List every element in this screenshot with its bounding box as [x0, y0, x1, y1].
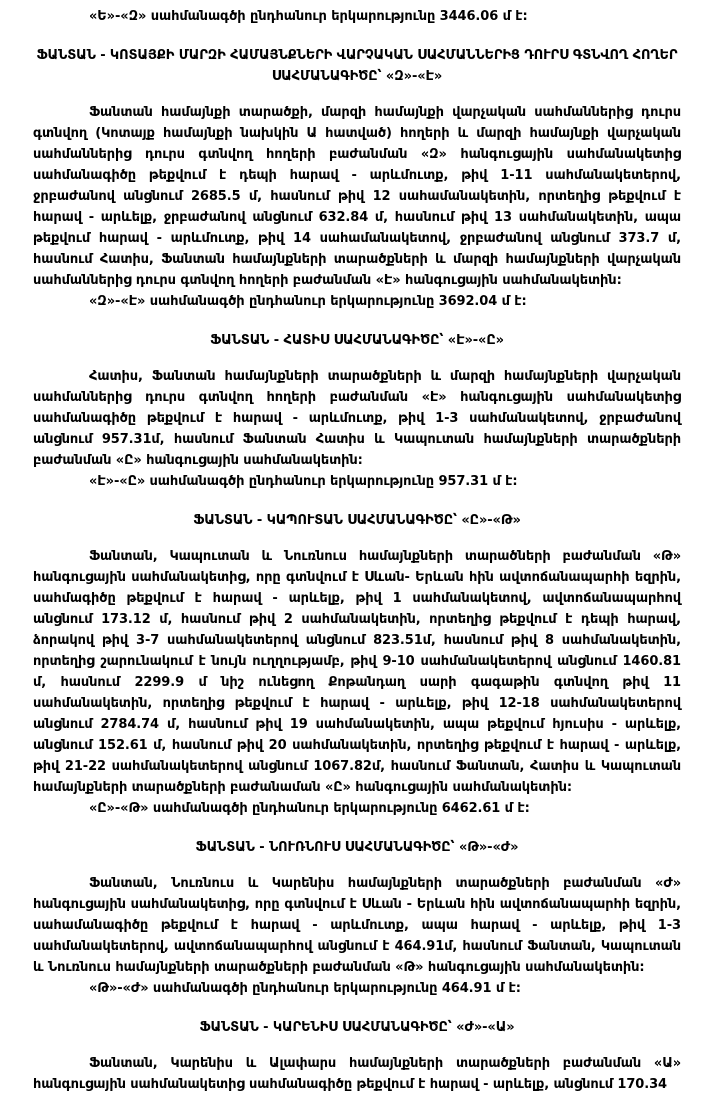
section-body-kaputan: Ֆանտան, Կապուտան և Նուռնուս համայնքների տարածների բաժանման «Թ» հանգուցային սահմանակետից, որը գտնվում է Սևան- Երևան հին ավտոճանապարհի եզրին, սահմագիծը թեքվում է հարավ - արևելք, թիվ 1 սահմանակետով, ավտոճանապարհով անցնում 173.12 մ, հասնում թիվ 2 սահմանակետին, որտեղից թեքվում է դեպի հարավ, ձորակով թիվ 3-7 սահմանակետերով անցնում 823.51մ, հասնում թիվ 8 սահմանակետին, որտեղից շարունակում է նույն ուղղությամբ, թիվ 9-10 սահմանակետերով անցնում 1460.81 մ, հասնում 2299.9 մ նիշ ունեցող Քոթանդաղ սարի գագաթին գտնվող թիվ 11 սահմանակետին, որտեղից թեքվում է հարավ - արևելք, թիվ 12-18 սահմանակետերով անցնում 2784.74 մ, հասնում թիվ 19 սահմանակետին, ապա թեքվում հյուսիս - արևելք, անցնում 152.61 մ, հասնում թիվ 20 սահմանակետին, որտեղից թեքվում է հարավ - արևելք, թիվ 21-22 սահմանակետերով անցնում 1067.82մ, հասնում Ֆանտան, Հատիս և Կապուտան համայնքների տարածքների բաժանաման «Ը» հանգուցային սահմանակետին:: [33, 549, 681, 795]
section-heading-hatis: ՖԱՆՏԱՆ - ՀԱՏԻՍ ՍԱՀՄԱՆԱԳԻԾԸ՝ «Է»-«Ը»: [210, 333, 504, 348]
section-heading-karenis: ՖԱՆՏԱՆ - ԿԱՐԵՆԻՍ ՍԱՀՄԱՆԱԳԻԾԸ՝ «Ժ»-«Ա»: [199, 1020, 515, 1035]
section-body-kotayk-marz-lands: Ֆանտան համայնքի տարածքի, մարզի համայնքի վարչական սահմաններից դուրս գտնվող (Կոտայք համայնքի նախկին Ա հատված) հողերի և մարզի համայնքի վարչական սահմաններից դուրս գտնվող հողերի բաժանման «Զ» հանգուցային սահմանակետից սահմանագիծը թեքվում է դեպի հարավ - արևմուտք, թիվ 1-11 սահմանակետերով, ջրբաժանով անցնում 2685.5 մ, հասնում թիվ 12 սահամանակետին, որտեղից թեքվում է հարավ - արևելք, ջրբաժանով անցնում 632.84 մ, հասնում թիվ 13 սահմանակետին, ապա թեքվում հարավ - արևմուտք, թիվ 14 սահամանակետով, ջրբաժանով անցնում 373.7 մ, հասնում Հատիս, Ֆանտան համայնքների տարածքների և մարզի համայնքների վարչական սահմաններից դուրս գտնվող հողերի բաժանման «Է» հանգուցային սահմանակետին:: [33, 105, 681, 288]
section-summary-nurnus: «Թ»-«Ժ» սահմանագծի ընդհանուր երկարությունը 464.91 մ է:: [89, 981, 521, 996]
section-heading-kaputan: ՖԱՆՏԱՆ - ԿԱՊՈՒՏԱՆ ՍԱՀՄԱՆԱԳԻԾԸ՝ «Ը»-«Թ»: [193, 513, 521, 528]
section-summary-kotayk-marz-lands: «Զ»-«Է» սահմանագծի ընդհանուր երկարությունը 3692.04 մ է:: [89, 294, 527, 309]
previous-section-length-line: «Ե»-«Զ» սահմանագծի ընդհանուր երկարությունը 3446.06 մ է:: [89, 9, 528, 24]
section-heading-nurnus: ՖԱՆՏԱՆ - ՆՈՒՌՆՈՒՍ ՍԱՀՄԱՆԱԳԻԾԸ՝ «Թ»-«Ժ»: [195, 840, 519, 855]
section-summary-kaputan: «Ը»-«Թ» սահմանագծի ընդհանուր երկարությունը 6462.61 մ է:: [89, 801, 530, 816]
section-heading-kotayk-marz-lands: ՖԱՆՏԱՆ - ԿՈՏԱՅՔԻ ՄԱՐԶԻ ՀԱՄԱՅՆՔՆԵՐԻ ՎԱՐՉԱԿԱՆ ՍԱՀՄԱՆՆԵՐԻՑ ԴՈՒՐՍ ԳՏՆՎՈՂ ՀՈՂԵՐ ՍԱՀՄԱՆԱԳԻԾԸ՝ «Զ»-«Է»: [36, 48, 678, 84]
section-body-hatis: Հատիս, Ֆանտան համայնքների տարածքների և մարզի համայնքների վարչական սահմաններից դուրս գտնվող հողերի բաժանման «Է» հանգուցային սահմանակետից սահմանագիծը թեքվում է հարավ - արևմուտք, թիվ 1-3 սահմանակետով, ջրբաժանով անցնում 957.31մ, հասնում Ֆանտան Հատիս և Կապուտան համայնքների տարածքների բաժանման «Ը» հանգուցային սահմանակետին:: [33, 369, 681, 468]
section-summary-hatis: «Է»-«Ը» սահմանագծի ընդհանուր երկարությունը 957.31 մ է:: [89, 474, 518, 489]
section-body-karenis: Ֆանտան, Կարենիս և Ալափարս համայնքների տարածքների բաժանման «Ա» հանգուցային սահմանակետից սահմանագիծը թեքվում է հարավ - արևելք, անցնում 170.34: [33, 1056, 681, 1092]
section-body-nurnus: Ֆանտան, Նուռնուս և Կարենիս համայնքների տարածքների բաժանման «Ժ» հանգուցային սահմանակետից, որը գտնվում է Սևան - Երևան հին ավտոճանապարհի եզրին, սահամանագիծը թեքվում է հարավ - արևմուտք, ապա հարավ - արևելք, թիվ 1-3 սահմանակետերով, ավտոճանապարհով անցնում է 464.91մ, հասնում Ֆանտան, Կապուտան և Նուռնուս համայնքների տարածքների բաժանման «Թ» հանգուցային սահմանակետին:: [33, 876, 681, 975]
